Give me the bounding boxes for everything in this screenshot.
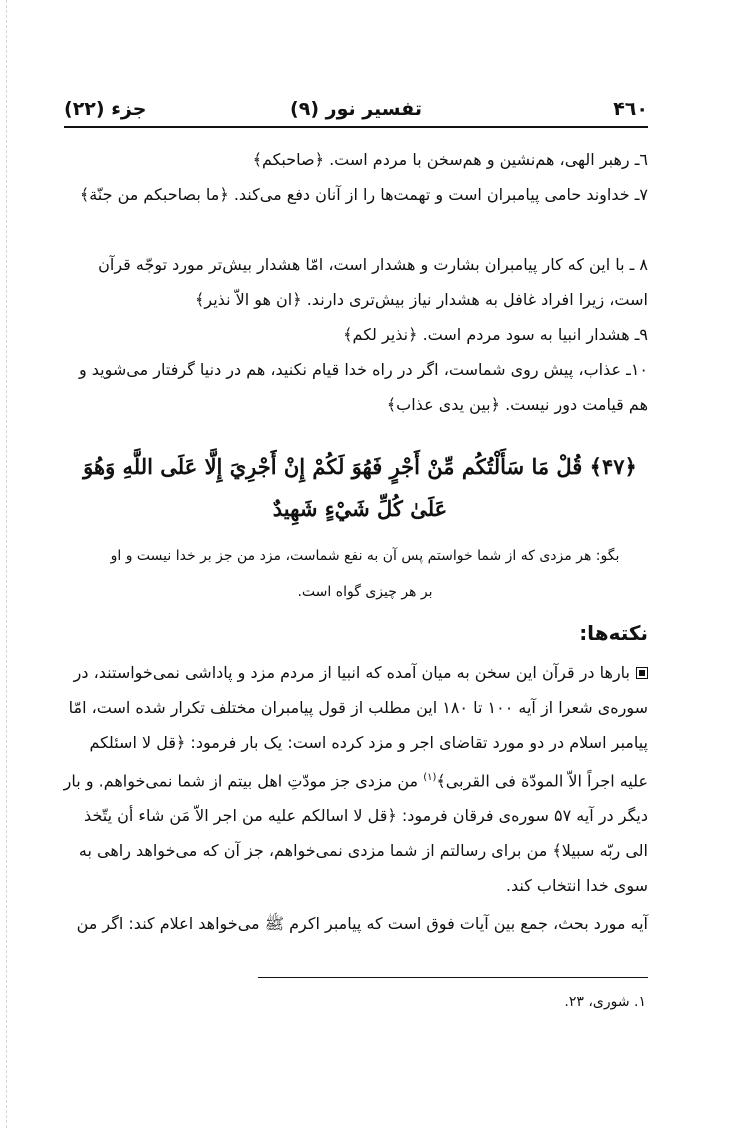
footnote-rule: [258, 977, 648, 978]
page-header: [64, 96, 648, 124]
header-rule: [64, 126, 648, 128]
point-6: ٦ـ رهبر الهی، هم‌نشین و هم‌سخن با مردم است. ﴿صاحبکم﴾: [252, 150, 648, 169]
point-7: ۷ـ خداوند حامی پیامبران است و تهمت‌ها را از آنان دفع می‌کند. ﴿ما بصاحبکم من جنّة﴾: [79, 185, 648, 204]
note-1-text: بارها در قرآن این سخن به میان آمده که انبیا از مردم مزد و پاداشی نمی‌خواستند، در سوره‌ی شعرا از آیه ۱۰۰ تا ۱۸۰ این مطلب از قول پیامبران مختلف تکرار شده است، امّا پیامبر اسلام در دو مورد تقاضای اجر و مزد کرده است: یک بار فرمود: ﴿قل لا اسئلکم علیه اجراً الاّ المودّة فی القربی﴾: [68, 663, 648, 791]
quran-verse: [70, 446, 650, 530]
page-number: ۴٦۰: [613, 98, 648, 120]
part-label: جزء (۲۲): [64, 98, 147, 120]
page-edge: [6, 0, 7, 1128]
point-9: ۹ـ هشدار انبیا به سود مردم است. ﴿نذیر لکم﴾: [343, 325, 648, 344]
note-paragraph-2: آیه مورد بحث، جمع بین آیات فوق است که پیامبر اکرم ﷺ می‌خواهد اعلام کند: اگر من: [76, 914, 648, 933]
note-paragraph-1: [62, 655, 648, 903]
verse-number: ﴿۴۷﴾: [589, 454, 637, 479]
footnote-marker: (۱): [423, 772, 437, 783]
footnote: ۱. شوری، ۲۳.: [564, 994, 646, 1010]
verse-translation: بگو: هر مزدی که از شما خواستم پس آن به نفع شماست، مزد من جز بر خدا نیست و او بر هر چیزی گواه است.: [110, 548, 620, 600]
note-1-continued: من مزدی جز مودّتِ اهل بیتم از شما نمی‌خواهم. و بار دیگر در آیه ۵۷ سوره‌ی فرقان فرمود: ﴿قل لا اسالکم علیه من اجر الاّ مَن شاء أن یتّخذ الی ربّه سبیلا﴾ من برای رسالتم از شما مزدی نمی‌خواهم، جز آن که می‌خواهد راهی به سوی خدا انتخاب کند.: [63, 771, 648, 896]
notes-heading: نکته‌ها:: [579, 621, 648, 645]
book-title: تفسیر نور (۹): [290, 98, 422, 120]
square-bullet-icon: [636, 667, 648, 679]
verse-text: قُلْ مَا سَأَلْتُكُم مِّنْ أَجْرٍ فَهُوَ لَكُمْ إِنْ أَجْرِيَ إِلَّا عَلَى اللَّهِ وَهُوَ عَلَىٰ كُلِّ شَيْءٍ شَهِيدٌ: [83, 454, 583, 521]
point-8: ۸ ـ با این که کار پیامبران بشارت و هشدار است، امّا هشدار بیش‌تر مورد توجّه قرآن است، زیرا افراد غافل به هشدار نیاز بیش‌تری دارند. ﴿ان هو الاّ نذیر﴾: [98, 255, 648, 309]
point-10: ۱۰ـ عذاب، پیش روی شماست، اگر در راه خدا قیام نکنید، هم در دنیا گرفتار می‌شوید و هم قیامت دور نیست. ﴿بین یدی عذاب﴾: [78, 360, 648, 414]
